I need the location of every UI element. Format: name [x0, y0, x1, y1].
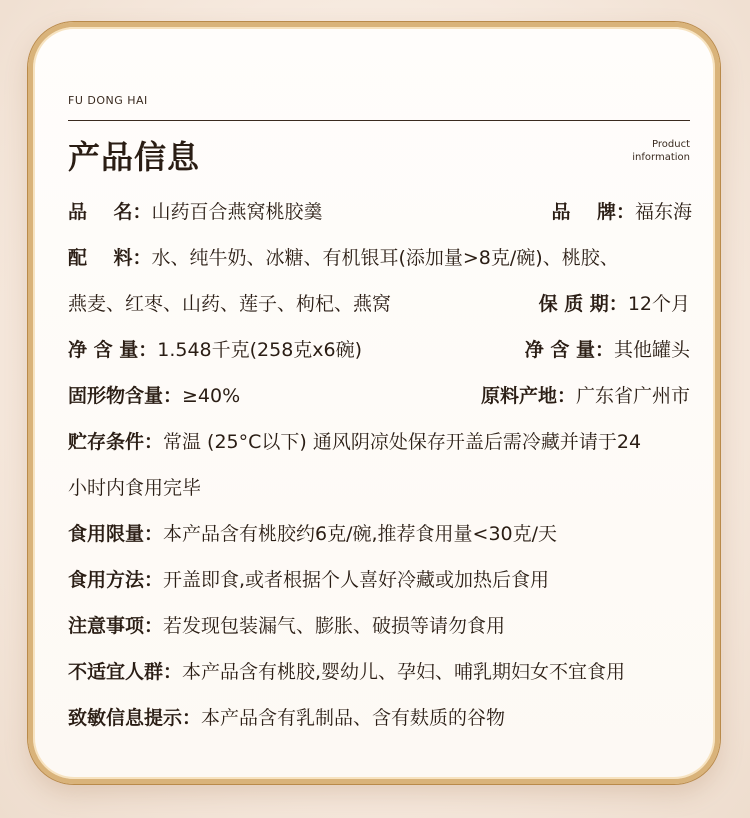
origin-value: 广东省广州市 [575, 385, 690, 407]
brand-english: FU DONG HAI [68, 94, 148, 107]
row-ingredients-shelf [68, 289, 692, 319]
page-title: 产品信息 [68, 138, 201, 176]
allergen-label: 致敏信息提示： [68, 707, 202, 729]
shelf-label: 保 质 期： [538, 293, 628, 315]
row-method [68, 565, 692, 595]
ingredients-line-1: 水、纯牛奶、冰糖、有机银耳(添加量>8克/碗)、桃胶、 [151, 247, 619, 269]
net2-label: 净 含 量： [524, 339, 614, 361]
row-storage-2 [68, 473, 692, 503]
row-limit [68, 519, 692, 549]
net2-value: 其他罐头 [613, 339, 690, 361]
method-value: 开盖即食,或者根据个人喜好冷藏或加热后食用 [163, 569, 550, 591]
row-net [68, 335, 692, 365]
solid-value: ≥40% [182, 385, 241, 407]
category-cell [525, 335, 690, 365]
shelf-cell [539, 289, 690, 319]
limit-label: 食用限量： [68, 523, 164, 545]
unsuitable-label: 不适宜人群： [68, 661, 183, 683]
solid-label: 固形物含量： [68, 385, 183, 407]
subtitle-line-1: Product [652, 139, 690, 150]
net-label: 净 含 量： [68, 339, 158, 361]
header-rule [68, 120, 690, 121]
allergen-value: 本产品含有乳制品、含有麸质的谷物 [201, 707, 506, 729]
limit-value: 本产品含有桃胶约6克/碗,推荐食用量<30克/天 [163, 523, 558, 545]
storage-line-2: 小时内食用完毕 [68, 477, 202, 499]
page-subtitle [632, 138, 690, 164]
storage-label: 贮存条件： [68, 431, 164, 453]
row-storage [68, 427, 692, 457]
row-unsuitable [68, 657, 692, 687]
row-notice [68, 611, 692, 641]
name-label: 品 名： [68, 201, 152, 223]
origin-cell [481, 381, 690, 411]
storage-line-1: 常温 (25°C以下) 通风阴凉处保存开盖后需冷藏并请于24 [163, 431, 642, 453]
brand-value: 福东海 [634, 201, 692, 223]
row-solid-origin [68, 381, 692, 411]
ingredients-label: 配 料： [68, 247, 152, 269]
method-label: 食用方法： [68, 569, 164, 591]
subtitle-line-2: information [632, 152, 690, 163]
brand-label: 品 牌： [551, 201, 635, 223]
name-value: 山药百合燕窝桃胶羹 [151, 201, 323, 223]
origin-label: 原料产地： [480, 385, 576, 407]
brand-cell [552, 197, 692, 227]
net-value: 1.548千克(258克x6碗) [157, 339, 363, 361]
unsuitable-value: 本产品含有桃胶,婴幼儿、孕妇、哺乳期妇女不宜食用 [182, 661, 626, 683]
row-ingredients [68, 243, 692, 273]
row-name-brand [68, 197, 692, 227]
shelf-value: 12个月 [627, 293, 690, 315]
notice-value: 若发现包装漏气、膨胀、破损等请勿食用 [163, 615, 506, 637]
notice-label: 注意事项： [68, 615, 164, 637]
ingredients-line-2: 燕麦、红枣、山药、莲子、枸杞、燕窝 [68, 293, 392, 315]
row-allergen [68, 703, 692, 733]
